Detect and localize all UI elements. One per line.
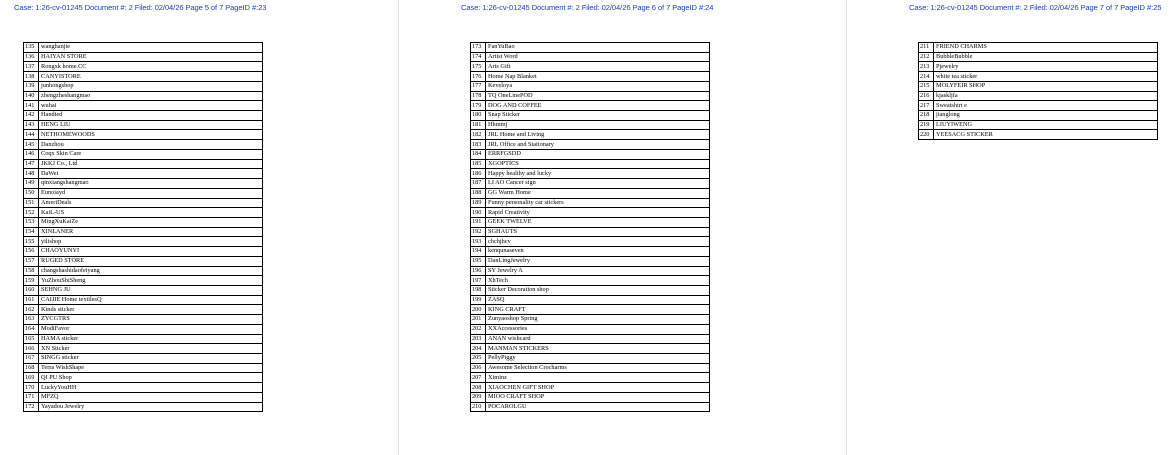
- row-number: 182: [471, 130, 486, 140]
- table-row: [24, 392, 263, 402]
- seller-name: jianglong: [934, 111, 1158, 121]
- seller-name: chchjhcv: [486, 237, 710, 247]
- row-number: 215: [919, 81, 934, 91]
- row-number: 172: [24, 402, 39, 412]
- row-number: 168: [24, 363, 39, 373]
- row-number: 212: [919, 52, 934, 62]
- row-number: 179: [471, 101, 486, 111]
- table-row: [24, 217, 263, 227]
- row-number: 203: [471, 334, 486, 344]
- seller-name: HENG LIU: [39, 120, 263, 130]
- seller-name: changshashidaofeiyang: [39, 266, 263, 276]
- table-row: [24, 91, 263, 101]
- table-row: [24, 62, 263, 72]
- seller-name: Zunyaoshop Spring: [486, 315, 710, 325]
- seller-name: YuZhouShiSheng: [39, 276, 263, 286]
- table-row: [471, 315, 710, 325]
- seller-name: Artist Word: [486, 52, 710, 62]
- row-number: 220: [919, 130, 934, 140]
- row-number: 177: [471, 81, 486, 91]
- seller-name: zhengzheshangmao: [39, 91, 263, 101]
- seller-name: Keveloya: [486, 81, 710, 91]
- row-number: 198: [471, 285, 486, 295]
- seller-name: NETHOMEWOODS: [39, 130, 263, 140]
- row-number: 196: [471, 266, 486, 276]
- row-number: 206: [471, 363, 486, 373]
- seller-name: Coqx Skin Care: [39, 149, 263, 159]
- row-number: 194: [471, 247, 486, 257]
- table-row: [471, 72, 710, 82]
- row-number: 161: [24, 295, 39, 305]
- row-number: 155: [24, 237, 39, 247]
- table-row: [24, 227, 263, 237]
- row-number: 191: [471, 217, 486, 227]
- row-number: 176: [471, 72, 486, 82]
- row-number: 137: [24, 62, 39, 72]
- table-row: [471, 227, 710, 237]
- table-row: [24, 363, 263, 373]
- table-row: [919, 101, 1158, 111]
- seller-name: ANAN wishcard: [486, 334, 710, 344]
- seller-name: Awesome Selection Crocharms: [486, 363, 710, 373]
- row-number: 164: [24, 324, 39, 334]
- table-row: [471, 159, 710, 169]
- table-row: [919, 120, 1158, 130]
- seller-name: TQ OneLinePOD: [486, 91, 710, 101]
- table-row: [919, 62, 1158, 72]
- seller-name: Home Nap Blanket: [486, 72, 710, 82]
- seller-name: Arts Gift: [486, 62, 710, 72]
- row-number: 157: [24, 256, 39, 266]
- row-number: 175: [471, 62, 486, 72]
- row-number: 151: [24, 198, 39, 208]
- seller-name: XhTech: [486, 276, 710, 286]
- table-row: [24, 140, 263, 150]
- seller-name: Danzhou: [39, 140, 263, 150]
- row-number: 158: [24, 266, 39, 276]
- table-row: [471, 324, 710, 334]
- table-row: [24, 247, 263, 257]
- row-number: 210: [471, 402, 486, 412]
- table-row: [24, 159, 263, 169]
- table-row: [24, 208, 263, 218]
- row-number: 197: [471, 276, 486, 286]
- table-row: [24, 188, 263, 198]
- seller-name: ZASQ: [486, 295, 710, 305]
- seller-name: QI PU Shop: [39, 373, 263, 383]
- row-number: 167: [24, 354, 39, 364]
- seller-name: PellyPiggy: [486, 354, 710, 364]
- seller-name: SY Jewelry A: [486, 266, 710, 276]
- table-row: [24, 295, 263, 305]
- table-row: [471, 237, 710, 247]
- table-row: [24, 43, 263, 53]
- row-number: 213: [919, 62, 934, 72]
- table-row: [471, 276, 710, 286]
- table-row: [919, 81, 1158, 91]
- row-number: 190: [471, 208, 486, 218]
- seller-name: junhongshop: [39, 81, 263, 91]
- seller-name: HAIYAN STORE: [39, 52, 263, 62]
- seller-name: HAMA sticker: [39, 334, 263, 344]
- table-row: [471, 198, 710, 208]
- table-row: [471, 354, 710, 364]
- seller-name: RUGED STORE: [39, 256, 263, 266]
- table-row: [471, 285, 710, 295]
- document-page-5: [0, 0, 398, 455]
- seller-name: CAIJIE Home textilesQ: [39, 295, 263, 305]
- seller-name: white tea sticker: [934, 72, 1158, 82]
- row-number: 145: [24, 140, 39, 150]
- seller-name: Handied: [39, 111, 263, 121]
- table-row: [471, 305, 710, 315]
- seller-name: LIUYIWENG: [934, 120, 1158, 130]
- row-number: 156: [24, 247, 39, 257]
- row-number: 142: [24, 111, 39, 121]
- seller-name: FRIEND CHARMS: [934, 43, 1158, 53]
- row-number: 150: [24, 188, 39, 198]
- row-number: 144: [24, 130, 39, 140]
- table-row: [24, 149, 263, 159]
- table-row: [24, 373, 263, 383]
- table-row: [24, 402, 263, 412]
- row-number: 193: [471, 237, 486, 247]
- seller-name: Kinds sticker: [39, 305, 263, 315]
- row-number: 217: [919, 101, 934, 111]
- table-row: [471, 62, 710, 72]
- page-header: Case: 1:26-cv-01245 Document #: 2 Filed: 02/04/26 Page 5 of 7 PageID #:23: [14, 3, 267, 12]
- row-number: 160: [24, 285, 39, 295]
- table-row: [471, 149, 710, 159]
- row-number: 135: [24, 43, 39, 53]
- table-row: [919, 91, 1158, 101]
- seller-name: AmeriDeals: [39, 198, 263, 208]
- table-row: [471, 140, 710, 150]
- row-number: 201: [471, 315, 486, 325]
- table-row: [24, 130, 263, 140]
- seller-name: ModiFavor: [39, 324, 263, 334]
- row-number: 147: [24, 159, 39, 169]
- table-row: [471, 256, 710, 266]
- table-row: [24, 305, 263, 315]
- seller-name: GG Warm Home: [486, 188, 710, 198]
- table-row: [471, 101, 710, 111]
- seller-name: SGHAUTS: [486, 227, 710, 237]
- table-row: [471, 363, 710, 373]
- seller-name: LI AO Cancer sign: [486, 179, 710, 189]
- table-row: [24, 179, 263, 189]
- table-row: [24, 72, 263, 82]
- row-number: 139: [24, 81, 39, 91]
- table-row: [471, 111, 710, 121]
- row-number: 185: [471, 159, 486, 169]
- seller-name: Hhmmj: [486, 120, 710, 130]
- seller-name: CHAOYUNYI: [39, 247, 263, 257]
- row-number: 189: [471, 198, 486, 208]
- seller-name: POCAROLGU: [486, 402, 710, 412]
- table-row: [919, 111, 1158, 121]
- seller-name: wuhai: [39, 101, 263, 111]
- table-row: [919, 72, 1158, 82]
- seller-name: MFZQ: [39, 392, 263, 402]
- table-row: [24, 256, 263, 266]
- seller-name: XXAccessories: [486, 324, 710, 334]
- table-row: [471, 188, 710, 198]
- row-number: 143: [24, 120, 39, 130]
- row-number: 165: [24, 334, 39, 344]
- seller-name: MIOO CRAFT SHOP: [486, 392, 710, 402]
- seller-name: kjaskljfa: [934, 91, 1158, 101]
- table-row: [471, 392, 710, 402]
- row-number: 219: [919, 120, 934, 130]
- row-number: 146: [24, 149, 39, 159]
- table-row: [471, 130, 710, 140]
- table-row: [471, 91, 710, 101]
- row-number: 214: [919, 72, 934, 82]
- seller-name: Funny personality car stickers: [486, 198, 710, 208]
- row-number: 205: [471, 354, 486, 364]
- seller-name: Yayadou Jewelry: [39, 402, 263, 412]
- document-page-6: [399, 0, 846, 455]
- row-number: 216: [919, 91, 934, 101]
- row-number: 218: [919, 111, 934, 121]
- seller-name: wanghanjie: [39, 43, 263, 53]
- row-number: 188: [471, 188, 486, 198]
- seller-name: Eunoiayd: [39, 188, 263, 198]
- table-row: [24, 334, 263, 344]
- row-number: 200: [471, 305, 486, 315]
- table-row: [471, 334, 710, 344]
- row-number: 170: [24, 383, 39, 393]
- row-number: 174: [471, 52, 486, 62]
- row-number: 204: [471, 344, 486, 354]
- seller-name: XIAOCHEN GIFT SHOP: [486, 383, 710, 393]
- row-number: 209: [471, 392, 486, 402]
- row-number: 195: [471, 256, 486, 266]
- row-number: 169: [24, 373, 39, 383]
- row-number: 163: [24, 315, 39, 325]
- seller-name: kenqunaseven: [486, 247, 710, 257]
- seller-table: [23, 42, 263, 412]
- table-row: [24, 344, 263, 354]
- row-number: 159: [24, 276, 39, 286]
- seller-name: DanLingJewelry: [486, 256, 710, 266]
- table-row: [24, 324, 263, 334]
- seller-name: SINGG sticker: [39, 354, 263, 364]
- seller-name: XN Sticker: [39, 344, 263, 354]
- row-number: 148: [24, 169, 39, 179]
- seller-name: Ximinz: [486, 373, 710, 383]
- row-number: 154: [24, 227, 39, 237]
- table-row: [471, 373, 710, 383]
- row-number: 202: [471, 324, 486, 334]
- table-row: [24, 52, 263, 62]
- table-row: [24, 276, 263, 286]
- table-row: [471, 208, 710, 218]
- seller-name: Happy healthy and lucky: [486, 169, 710, 179]
- table-row: [24, 169, 263, 179]
- seller-name: Sticker Decoration shop: [486, 285, 710, 295]
- table-row: [24, 101, 263, 111]
- seller-name: MOLYFEIR SHOP: [934, 81, 1158, 91]
- seller-name: KaiL-US: [39, 208, 263, 218]
- seller-name: qinxiangshangmao: [39, 179, 263, 189]
- row-number: 140: [24, 91, 39, 101]
- row-number: 149: [24, 179, 39, 189]
- page-header: Case: 1:26-cv-01245 Document #: 2 Filed: 02/04/26 Page 6 of 7 PageID #:24: [461, 3, 714, 12]
- row-number: 199: [471, 295, 486, 305]
- seller-name: GEEK TWELVE: [486, 217, 710, 227]
- seller-name: MingXuKaiZe: [39, 217, 263, 227]
- row-number: 136: [24, 52, 39, 62]
- table-row: [24, 354, 263, 364]
- seller-name: XINLANER: [39, 227, 263, 237]
- table-row: [919, 43, 1158, 53]
- seller-name: ERRFGSDD: [486, 149, 710, 159]
- table-row: [24, 383, 263, 393]
- table-row: [24, 237, 263, 247]
- row-number: 166: [24, 344, 39, 354]
- table-row: [919, 130, 1158, 140]
- seller-name: YEESACG STICKER: [934, 130, 1158, 140]
- row-number: 184: [471, 149, 486, 159]
- table-row: [471, 266, 710, 276]
- row-number: 186: [471, 169, 486, 179]
- seller-name: LuckyYouHH: [39, 383, 263, 393]
- table-row: [919, 52, 1158, 62]
- seller-name: JRL Home and Living: [486, 130, 710, 140]
- seller-name: DaWei: [39, 169, 263, 179]
- table-row: [24, 266, 263, 276]
- table-row: [24, 81, 263, 91]
- table-row: [24, 315, 263, 325]
- seller-name: Sweatshirt e: [934, 101, 1158, 111]
- seller-name: XGOPTICS: [486, 159, 710, 169]
- table-row: [471, 295, 710, 305]
- seller-name: MANMAN STICKERS: [486, 344, 710, 354]
- row-number: 211: [919, 43, 934, 53]
- seller-name: yilishop: [39, 237, 263, 247]
- seller-name: JKKJ Co., Ltd: [39, 159, 263, 169]
- seller-name: DOG AND COFFEE: [486, 101, 710, 111]
- seller-name: Rongxk home.CC: [39, 62, 263, 72]
- row-number: 180: [471, 111, 486, 121]
- seller-name: FanYuBao: [486, 43, 710, 53]
- seller-name: Rapid Creativity: [486, 208, 710, 218]
- table-row: [471, 43, 710, 53]
- table-row: [24, 198, 263, 208]
- table-row: [24, 120, 263, 130]
- row-number: 171: [24, 392, 39, 402]
- table-row: [471, 247, 710, 257]
- row-number: 173: [471, 43, 486, 53]
- seller-table: [918, 42, 1158, 140]
- seller-name: KING CRAFT: [486, 305, 710, 315]
- table-row: [24, 111, 263, 121]
- seller-name: JRL Office and Stationary: [486, 140, 710, 150]
- seller-name: ZYCGTRS: [39, 315, 263, 325]
- table-row: [24, 285, 263, 295]
- seller-name: Pjewelry: [934, 62, 1158, 72]
- row-number: 162: [24, 305, 39, 315]
- table-row: [471, 344, 710, 354]
- seller-name: CANYISTORE: [39, 72, 263, 82]
- row-number: 207: [471, 373, 486, 383]
- table-row: [471, 402, 710, 412]
- row-number: 152: [24, 208, 39, 218]
- row-number: 138: [24, 72, 39, 82]
- row-number: 178: [471, 91, 486, 101]
- table-row: [471, 169, 710, 179]
- table-row: [471, 179, 710, 189]
- seller-table: [470, 42, 710, 412]
- seller-name: Terra WishShape: [39, 363, 263, 373]
- document-page-7: [847, 0, 1171, 455]
- row-number: 187: [471, 179, 486, 189]
- row-number: 208: [471, 383, 486, 393]
- row-number: 183: [471, 140, 486, 150]
- seller-name: SEHNG JU: [39, 285, 263, 295]
- row-number: 181: [471, 120, 486, 130]
- seller-name: Snap Sticker: [486, 111, 710, 121]
- seller-name: BubbleBubble: [934, 52, 1158, 62]
- table-row: [471, 120, 710, 130]
- table-row: [471, 81, 710, 91]
- row-number: 153: [24, 217, 39, 227]
- table-row: [471, 217, 710, 227]
- table-row: [471, 52, 710, 62]
- table-row: [471, 383, 710, 393]
- page-header: Case: 1:26-cv-01245 Document #: 2 Filed: 02/04/26 Page 7 of 7 PageID #:25: [909, 3, 1162, 12]
- row-number: 192: [471, 227, 486, 237]
- row-number: 141: [24, 101, 39, 111]
